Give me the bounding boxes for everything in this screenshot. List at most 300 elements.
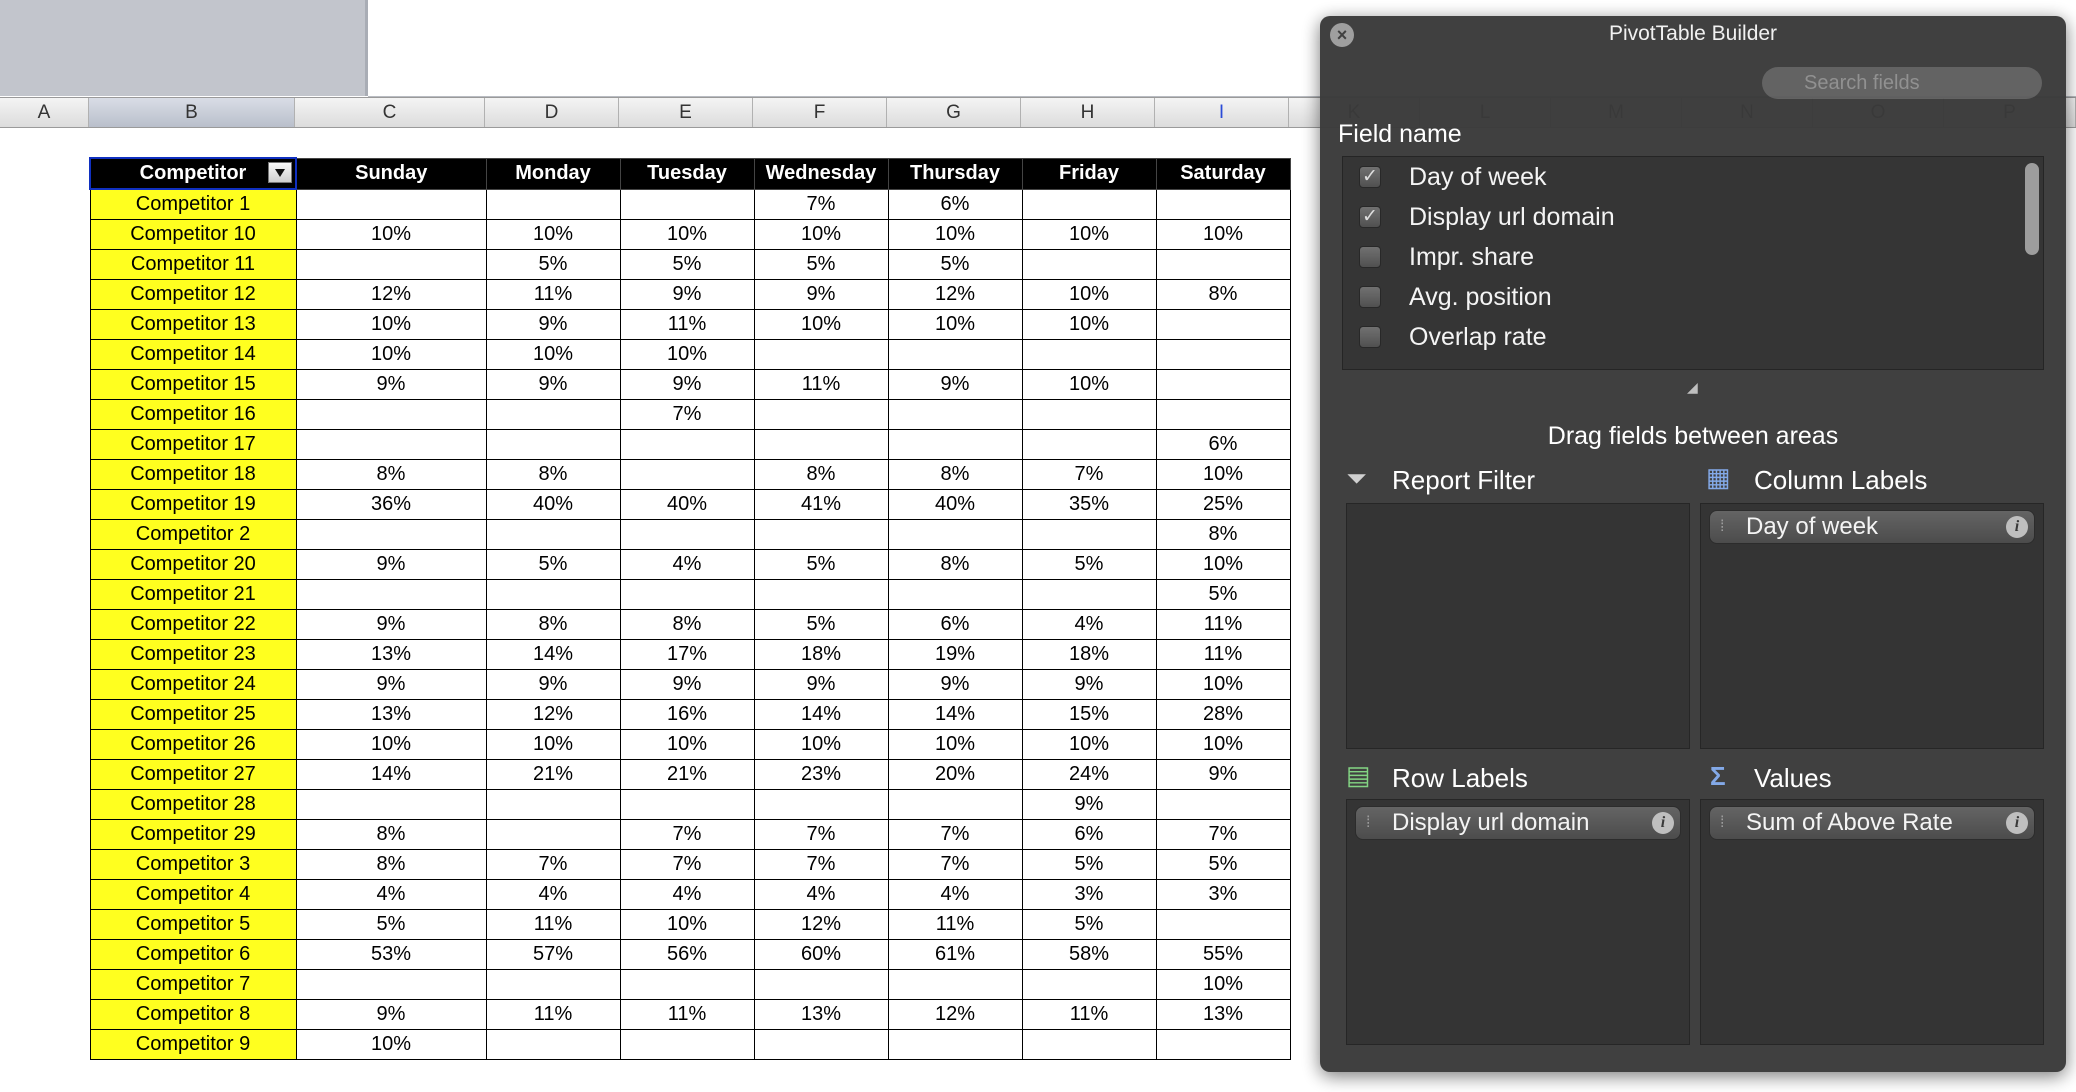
value-cell[interactable]: 11% [1156,610,1290,640]
value-cell[interactable]: 5% [296,910,486,940]
table-row [90,310,1290,340]
value-cell[interactable] [486,430,620,460]
row-labels-icon: ▤ [1346,760,1371,790]
column-header-h[interactable]: H [1021,98,1155,127]
row-label-cell[interactable]: Competitor 24 [90,670,296,700]
value-cell[interactable]: 10% [754,310,888,340]
value-cell[interactable]: 9% [1022,670,1156,700]
value-cell[interactable]: 6% [1156,430,1290,460]
value-cell[interactable]: 8% [888,460,1022,490]
value-cell[interactable] [296,520,486,550]
value-cell[interactable]: 9% [620,370,754,400]
value-cell[interactable] [296,970,486,1000]
value-cell[interactable]: 10% [1022,730,1156,760]
value-cell[interactable]: 12% [486,700,620,730]
value-cell[interactable]: 7% [1022,460,1156,490]
column-header-f[interactable]: F [753,98,887,127]
value-cell[interactable]: 13% [296,640,486,670]
value-cell[interactable]: 28% [1156,700,1290,730]
field-checkbox-day-of-week[interactable]: ✓ [1359,166,1381,188]
value-cell[interactable] [1022,1030,1156,1060]
value-cell[interactable]: 11% [486,910,620,940]
value-cell[interactable]: 18% [1022,640,1156,670]
value-cell[interactable] [888,520,1022,550]
value-cell[interactable]: 40% [486,490,620,520]
row-label-cell[interactable]: Competitor 20 [90,550,296,580]
value-cell[interactable]: 4% [620,550,754,580]
row-label-cell[interactable]: Competitor 1 [90,189,296,220]
value-cell[interactable]: 23% [754,760,888,790]
value-cell[interactable]: 4% [296,880,486,910]
header-thursday[interactable]: Thursday [888,158,1022,189]
value-cell[interactable]: 10% [888,730,1022,760]
column-labels-drop-area[interactable] [1700,503,2044,749]
row-label-cell[interactable]: Competitor 28 [90,790,296,820]
value-cell[interactable]: 6% [888,610,1022,640]
value-cell[interactable]: 10% [486,730,620,760]
value-cell[interactable]: 9% [754,670,888,700]
value-cell[interactable]: 15% [1022,700,1156,730]
value-cell[interactable]: 10% [296,730,486,760]
row-label-cell[interactable]: Competitor 29 [90,820,296,850]
field-checkbox-display-url-domain[interactable]: ✓ [1359,206,1381,228]
row-label-cell[interactable]: Competitor 17 [90,430,296,460]
value-cell[interactable] [296,580,486,610]
value-cell[interactable]: 10% [1156,550,1290,580]
value-cell[interactable]: 10% [1022,220,1156,250]
value-cell[interactable]: 10% [1156,460,1290,490]
value-cell[interactable]: 8% [486,610,620,640]
value-cell[interactable]: 10% [1156,970,1290,1000]
row-label-cell[interactable]: Competitor 8 [90,1000,296,1030]
value-cell[interactable] [888,400,1022,430]
value-cell[interactable]: 10% [1022,310,1156,340]
value-cell[interactable]: 25% [1156,490,1290,520]
value-cell[interactable] [1156,250,1290,280]
row-label-cell[interactable]: Competitor 2 [90,520,296,550]
value-cell[interactable]: 35% [1022,490,1156,520]
value-cell[interactable]: 10% [1022,280,1156,310]
value-cell[interactable] [1156,400,1290,430]
value-cell[interactable]: 7% [486,850,620,880]
value-cell[interactable]: 13% [296,700,486,730]
value-cell[interactable] [296,790,486,820]
value-cell[interactable]: 12% [754,910,888,940]
value-cell[interactable] [486,820,620,850]
value-cell[interactable] [486,1030,620,1060]
value-cell[interactable] [1022,430,1156,460]
value-cell[interactable]: 11% [1022,1000,1156,1030]
value-cell[interactable] [620,1030,754,1060]
report-filter-drop-area[interactable] [1346,503,1690,749]
value-cell[interactable]: 9% [486,670,620,700]
value-cell[interactable]: 4% [754,880,888,910]
value-cell[interactable] [754,580,888,610]
value-cell[interactable] [1156,910,1290,940]
value-cell[interactable]: 5% [1156,580,1290,610]
field-item-overlap-rate[interactable] [1343,317,2043,357]
value-cell[interactable]: 58% [1022,940,1156,970]
column-header-c[interactable]: C [295,98,485,127]
row-label-cell[interactable]: Competitor 22 [90,610,296,640]
value-cell[interactable]: 10% [1022,370,1156,400]
field-list[interactable] [1342,156,2044,370]
value-cell[interactable]: 10% [620,910,754,940]
field-checkbox-impr-share[interactable] [1359,246,1381,268]
filter-icon: ⏷ [1346,463,1367,493]
value-cell[interactable]: 7% [888,850,1022,880]
field-item-impr-share[interactable] [1343,237,2043,277]
values-pill-sum-of-above-rate[interactable] [1709,806,2035,840]
value-cell[interactable]: 11% [620,1000,754,1030]
value-cell[interactable]: 10% [888,220,1022,250]
value-cell[interactable]: 9% [296,610,486,640]
column-header-g[interactable]: G [887,98,1021,127]
row-label-cell[interactable]: Competitor 18 [90,460,296,490]
value-cell[interactable]: 10% [1156,220,1290,250]
value-cell[interactable] [486,400,620,430]
grip-icon: ⁞ [1366,814,1371,831]
value-cell[interactable] [1156,189,1290,220]
row-label-cell[interactable]: Competitor 25 [90,700,296,730]
value-cell[interactable] [1022,340,1156,370]
row-label-cell[interactable]: Competitor 9 [90,1030,296,1060]
value-cell[interactable]: 9% [888,370,1022,400]
value-cell[interactable]: 10% [1156,730,1290,760]
row-label-cell[interactable]: Competitor 13 [90,310,296,340]
value-cell[interactable] [888,430,1022,460]
field-checkbox-avg-position[interactable] [1359,286,1381,308]
value-cell[interactable]: 3% [1022,880,1156,910]
table-row [90,910,1290,940]
value-cell[interactable]: 11% [620,310,754,340]
value-cell[interactable]: 5% [1022,850,1156,880]
value-cell[interactable]: 18% [754,640,888,670]
value-cell[interactable]: 6% [888,189,1022,220]
pivot-table-builder-panel [1320,16,2066,1072]
value-cell[interactable]: 41% [754,490,888,520]
value-cell[interactable]: 11% [888,910,1022,940]
value-cell[interactable]: 9% [296,550,486,580]
column-label-pill-day-of-week[interactable] [1709,510,2035,544]
row-label-cell[interactable]: Competitor 5 [90,910,296,940]
value-cell[interactable]: 9% [1022,790,1156,820]
field-label: Display url domain [1409,203,1615,231]
row-label-cell[interactable]: Competitor 7 [90,970,296,1000]
field-list-scrollbar[interactable] [2025,163,2039,255]
info-icon[interactable]: i [2006,812,2028,834]
value-cell[interactable]: 60% [754,940,888,970]
value-cell[interactable]: 9% [296,670,486,700]
row-label-cell[interactable]: Competitor 14 [90,340,296,370]
value-cell[interactable]: 11% [486,1000,620,1030]
row-label-cell[interactable]: Competitor 15 [90,370,296,400]
value-cell[interactable] [754,340,888,370]
value-cell[interactable] [296,189,486,220]
value-cell[interactable]: 5% [1022,550,1156,580]
value-cell[interactable] [620,189,754,220]
value-cell[interactable]: 24% [1022,760,1156,790]
value-cell[interactable] [486,970,620,1000]
info-icon[interactable]: i [2006,516,2028,538]
value-cell[interactable]: 4% [620,880,754,910]
value-cell[interactable]: 57% [486,940,620,970]
value-cell[interactable]: 9% [620,280,754,310]
value-cell[interactable] [888,790,1022,820]
value-cell[interactable]: 4% [486,880,620,910]
pivot-table [89,157,1291,1060]
table-row [90,550,1290,580]
value-cell[interactable]: 10% [486,340,620,370]
table-row [90,640,1290,670]
value-cell[interactable]: 10% [486,220,620,250]
column-header-d[interactable]: D [485,98,619,127]
value-cell[interactable] [1156,790,1290,820]
table-row [90,880,1290,910]
value-cell[interactable]: 9% [620,670,754,700]
value-cell[interactable] [486,580,620,610]
value-cell[interactable]: 8% [754,460,888,490]
value-cell[interactable]: 53% [296,940,486,970]
value-cell[interactable]: 7% [620,400,754,430]
value-cell[interactable]: 7% [754,189,888,220]
value-cell[interactable] [754,790,888,820]
filter-dropdown-icon[interactable] [268,162,292,183]
table-row [90,400,1290,430]
value-cell[interactable]: 5% [486,250,620,280]
value-cell[interactable]: 5% [486,550,620,580]
row-label-cell[interactable]: Competitor 11 [90,250,296,280]
value-cell[interactable]: 9% [486,310,620,340]
value-cell[interactable]: 12% [888,280,1022,310]
value-cell[interactable] [754,520,888,550]
value-cell[interactable] [296,250,486,280]
value-cell[interactable]: 9% [486,370,620,400]
value-cell[interactable] [296,400,486,430]
value-cell[interactable] [296,430,486,460]
value-cell[interactable]: 10% [888,310,1022,340]
value-cell[interactable] [620,460,754,490]
value-cell[interactable] [620,790,754,820]
value-cell[interactable]: 12% [296,280,486,310]
value-cell[interactable]: 5% [888,250,1022,280]
value-cell[interactable]: 8% [296,460,486,490]
field-item-display-url-domain[interactable] [1343,197,2043,237]
value-cell[interactable]: 17% [620,640,754,670]
value-cell[interactable]: 5% [620,250,754,280]
value-cell[interactable]: 11% [754,370,888,400]
column-header-i[interactable]: I [1155,98,1289,127]
value-cell[interactable]: 9% [296,370,486,400]
header-sunday[interactable]: Sunday [296,158,486,189]
values-drop-area[interactable] [1700,799,2044,1045]
value-cell[interactable]: 21% [620,760,754,790]
drag-hint: Drag fields between areas [1547,422,1839,450]
value-cell[interactable]: 13% [754,1000,888,1030]
row-label-cell[interactable]: Competitor 23 [90,640,296,670]
value-cell[interactable]: 11% [486,280,620,310]
value-cell[interactable] [1022,250,1156,280]
pill-label: Sum of Above Rate [1746,809,1953,836]
value-cell[interactable] [1156,370,1290,400]
value-cell[interactable]: 9% [1156,760,1290,790]
value-cell[interactable]: 10% [754,220,888,250]
value-cell[interactable]: 7% [1156,820,1290,850]
value-cell[interactable]: 14% [754,700,888,730]
row-label-cell[interactable]: Competitor 16 [90,400,296,430]
value-cell[interactable] [620,970,754,1000]
table-row [90,940,1290,970]
field-checkbox-overlap-rate[interactable] [1359,326,1381,348]
value-cell[interactable] [486,520,620,550]
value-cell[interactable]: 7% [620,850,754,880]
value-cell[interactable] [1022,400,1156,430]
row-label-cell[interactable]: Competitor 6 [90,940,296,970]
value-cell[interactable]: 7% [754,850,888,880]
value-cell[interactable]: 10% [296,310,486,340]
value-cell[interactable] [754,970,888,1000]
search-fields-input[interactable] [1762,67,2042,99]
value-cell[interactable]: 10% [296,220,486,250]
value-cell[interactable]: 55% [1156,940,1290,970]
value-cell[interactable] [888,340,1022,370]
value-cell[interactable] [1156,340,1290,370]
value-cell[interactable] [486,790,620,820]
value-cell[interactable]: 21% [486,760,620,790]
value-cell[interactable] [888,1030,1022,1060]
value-cell[interactable] [754,1030,888,1060]
header-competitor[interactable] [90,158,296,189]
value-cell[interactable]: 56% [620,940,754,970]
row-label-cell[interactable]: Competitor 3 [90,850,296,880]
value-cell[interactable]: 10% [296,1030,486,1060]
value-cell[interactable] [1022,580,1156,610]
value-cell[interactable] [888,970,1022,1000]
value-cell[interactable] [1156,1030,1290,1060]
value-cell[interactable]: 14% [888,700,1022,730]
value-cell[interactable]: 4% [888,880,1022,910]
header-saturday[interactable]: Saturday [1156,158,1290,189]
value-cell[interactable]: 10% [620,340,754,370]
header-friday[interactable]: Friday [1022,158,1156,189]
value-cell[interactable]: 14% [486,640,620,670]
value-cell[interactable]: 3% [1156,880,1290,910]
table-row [90,610,1290,640]
info-icon[interactable]: i [1652,812,1674,834]
value-cell[interactable]: 20% [888,760,1022,790]
value-cell[interactable]: 10% [296,340,486,370]
value-cell[interactable]: 14% [296,760,486,790]
value-cell[interactable]: 8% [296,820,486,850]
value-cell[interactable]: 8% [486,460,620,490]
value-cell[interactable]: 10% [1156,670,1290,700]
sigma-icon: Σ [1710,761,1726,791]
report-filter-label: Report Filter [1392,465,1536,495]
row-label-cell[interactable]: Competitor 19 [90,490,296,520]
value-cell[interactable]: 36% [296,490,486,520]
field-item-day-of-week[interactable] [1343,157,2043,197]
value-cell[interactable]: 8% [1156,280,1290,310]
header-wednesday[interactable]: Wednesday [754,158,888,189]
column-header-e[interactable]: E [619,98,753,127]
value-cell[interactable]: 5% [754,250,888,280]
value-cell[interactable] [620,430,754,460]
value-cell[interactable] [754,430,888,460]
close-icon[interactable]: × [1330,23,1354,47]
value-cell[interactable]: 7% [888,820,1022,850]
row-label-cell[interactable]: Competitor 26 [90,730,296,760]
value-cell[interactable] [754,400,888,430]
pill-label: Display url domain [1392,809,1590,836]
row-labels-label: Row Labels [1392,763,1528,793]
column-header-b[interactable]: B [89,98,295,127]
value-cell[interactable]: 10% [620,220,754,250]
resize-handle-icon[interactable]: ◢ [1687,379,1698,395]
value-cell[interactable] [620,520,754,550]
value-cell[interactable]: 61% [888,940,1022,970]
field-label: Avg. position [1409,283,1552,311]
value-cell[interactable] [620,580,754,610]
header-tuesday[interactable]: Tuesday [620,158,754,189]
value-cell[interactable] [1022,189,1156,220]
value-cell[interactable]: 40% [620,490,754,520]
value-cell[interactable]: 7% [620,820,754,850]
value-cell[interactable] [1156,310,1290,340]
value-cell[interactable]: 8% [888,550,1022,580]
value-cell[interactable]: 9% [888,670,1022,700]
row-label-pill-display-url-domain[interactable] [1355,806,1681,840]
value-cell[interactable]: 12% [888,1000,1022,1030]
row-labels-drop-area[interactable] [1346,799,1690,1045]
value-cell[interactable]: 9% [754,280,888,310]
panel-title: PivotTable Builder [1608,22,1778,45]
value-cell[interactable]: 16% [620,700,754,730]
values-label: Values [1754,763,1832,793]
value-cell[interactable] [486,189,620,220]
value-cell[interactable]: 8% [1156,520,1290,550]
table-row [90,280,1290,310]
column-header-a[interactable]: A [0,98,89,127]
row-label-cell[interactable]: Competitor 27 [90,760,296,790]
value-cell[interactable]: 10% [754,730,888,760]
value-cell[interactable]: 5% [754,610,888,640]
value-cell[interactable]: 11% [1156,640,1290,670]
value-cell[interactable]: 9% [296,1000,486,1030]
row-label-cell[interactable]: Competitor 10 [90,220,296,250]
field-item-avg-position[interactable] [1343,277,2043,317]
row-label-cell[interactable]: Competitor 21 [90,580,296,610]
value-cell[interactable]: 8% [620,610,754,640]
row-label-cell[interactable]: Competitor 12 [90,280,296,310]
value-cell[interactable]: 10% [620,730,754,760]
value-cell[interactable]: 7% [754,820,888,850]
table-row [90,670,1290,700]
value-cell[interactable]: 8% [296,850,486,880]
value-cell[interactable]: 5% [1156,850,1290,880]
value-cell[interactable] [1022,520,1156,550]
value-cell[interactable]: 6% [1022,820,1156,850]
value-cell[interactable]: 40% [888,490,1022,520]
value-cell[interactable]: 5% [1022,910,1156,940]
row-label-cell[interactable]: Competitor 4 [90,880,296,910]
value-cell[interactable]: 4% [1022,610,1156,640]
value-cell[interactable] [888,580,1022,610]
header-monday[interactable]: Monday [486,158,620,189]
value-cell[interactable]: 19% [888,640,1022,670]
value-cell[interactable]: 5% [754,550,888,580]
value-cell[interactable] [1022,970,1156,1000]
value-cell[interactable]: 13% [1156,1000,1290,1030]
